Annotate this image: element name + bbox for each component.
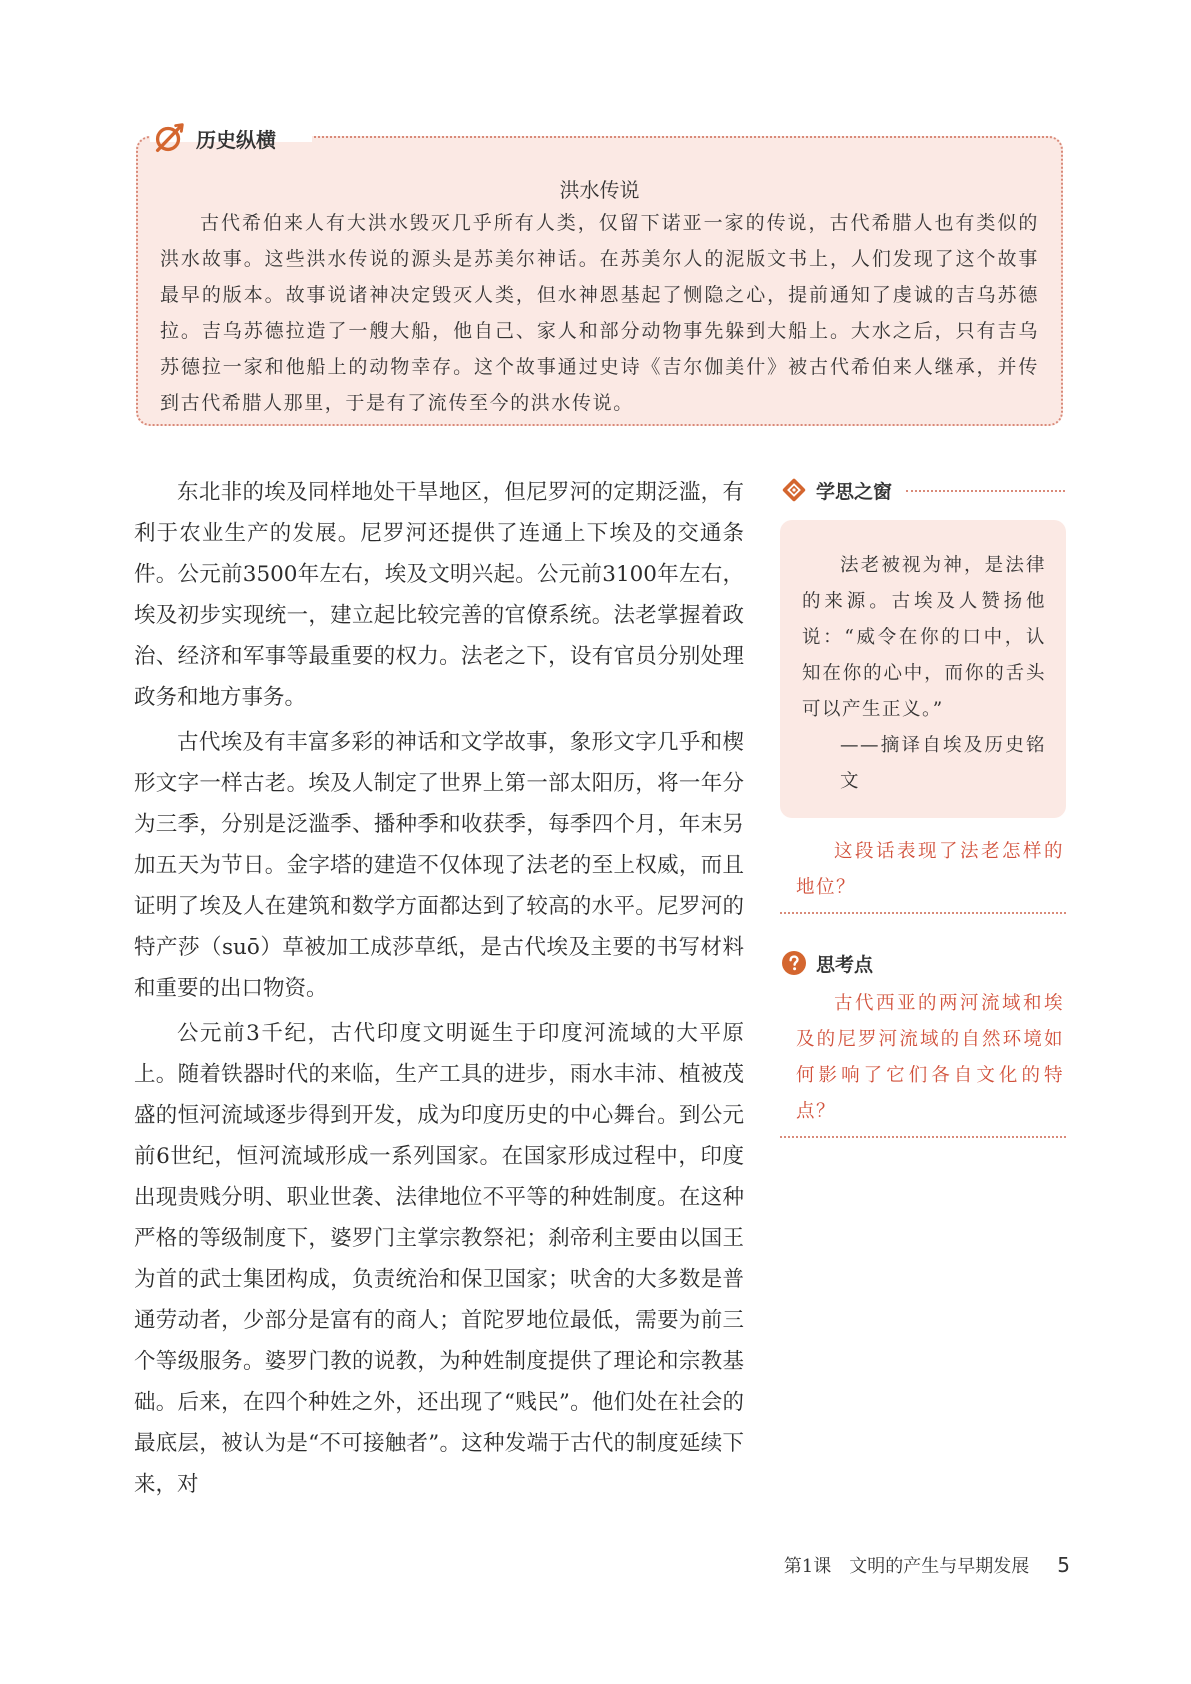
history-panel-header (150, 118, 276, 158)
xuesi-header (782, 475, 1065, 505)
xuesi-quote: 法老被视为神，是法律的来源。古埃及人赞扬他说：“威令在你的口中，认知在你的心中，而你的舌头可以产生正义。” (802, 555, 1046, 720)
diamond-window-icon (782, 478, 806, 502)
paragraph: 古代埃及有丰富多彩的神话和文学故事，象形文字几乎和楔形文字一样古老。埃及人制定了世界上第一部太阳历，将一年分为三季，分别是泛滥季、播种季和收获季，每季四个月，年末另加五天为节日。金字塔的建造不仅体现了法老的至上权威，而且证明了埃及人在建筑和数学方面都达到了较高的水平。尼罗河的特产莎（suō）草被加工成莎草纸，是古代埃及主要的书写材料和重要的出口物资。 (134, 730, 744, 1001)
divider (780, 912, 1066, 914)
history-panel (136, 136, 1063, 426)
main-text (134, 472, 744, 1509)
xuesi-source: ——摘译自埃及历史铭文 (840, 735, 1046, 792)
history-panel-body: 古代希伯来人有大洪水毁灭几乎所有人类，仅留下诺亚一家的传说，古代希腊人也有类似的洪水故事。这些洪水传说的源头是苏美尔神话。在苏美尔人的泥版文书上，人们发现了这个故事最早的版本。故事说诸神决定毁灭人类，但水神恩基起了恻隐之心，提前通知了虔诚的吉乌苏德拉。吉乌苏德拉造了一艘大船，他自己、家人和部分动物事先躲到大船上。大水之后，只有吉乌苏德拉一家和他船上的动物幸存。这个故事通过史诗《吉尔伽美什》被古代希伯来人继承，并传到古代希腊人那里，于是有了流传至今的洪水传说。 (160, 212, 1039, 414)
divider (780, 1136, 1066, 1138)
xuesi-question: 这段话表现了法老怎样的地位？ (796, 841, 1064, 898)
page-number: 5 (1057, 1553, 1070, 1577)
xuesi-quote-box (780, 520, 1066, 818)
lesson-title: 第1课 文明的产生与早期发展 (783, 1556, 1030, 1577)
sikao-label: 思考点 (816, 953, 874, 976)
history-panel-label: 历史纵横 (196, 127, 276, 152)
question-mark-icon (782, 951, 806, 975)
paragraph: 东北非的埃及同样地处干旱地区，但尼罗河的定期泛滥，有利于农业生产的发展。尼罗河还提供了连通上下埃及的交通条件。公元前3500年左右，埃及文明兴起。公元前3100年左右，埃及初步实现统一，建立起比较完善的官僚系统。法老掌握着政治、经济和军事等最重要的权力。法老之下，设有官员分别处理政务和地方事务。 (134, 480, 744, 710)
sikao-header (782, 948, 873, 978)
xuesi-label: 学思之窗 (816, 480, 893, 503)
page-footer (780, 1552, 1070, 1578)
sikao-question: 古代西亚的两河流域和埃及的尼罗河流域的自然环境如何影响了它们各自文化的特点？ (796, 993, 1064, 1122)
history-swirl-icon (150, 119, 188, 157)
paragraph: 公元前3千纪，古代印度文明诞生于印度河流域的大平原上。随着铁器时代的来临，生产工具的进步，雨水丰沛、植被茂盛的恒河流域逐步得到开发，成为印度历史的中心舞台。到公元前6世纪，恒河流域形成一系列国家。在国家形成过程中，印度出现贵贱分明、职业世袭、法律地位不平等的种姓制度。在这种严格的等级制度下，婆罗门主掌宗教祭祀；刹帝利主要由以国王为首的武士集团构成，负责统治和保卫国家；吠舍的大多数是普通劳动者，少部分是富有的商人；首陀罗地位最低，需要为前三个等级服务。婆罗门教的说教，为种姓制度提供了理论和宗教基础。后来，在四个种姓之外，还出现了“贱民”。他们处在社会的最底层，被认为是“不可接触者”。这种发端于古代的制度延续下来，对 (134, 1021, 744, 1497)
history-panel-title: 洪水传说 (559, 178, 640, 202)
